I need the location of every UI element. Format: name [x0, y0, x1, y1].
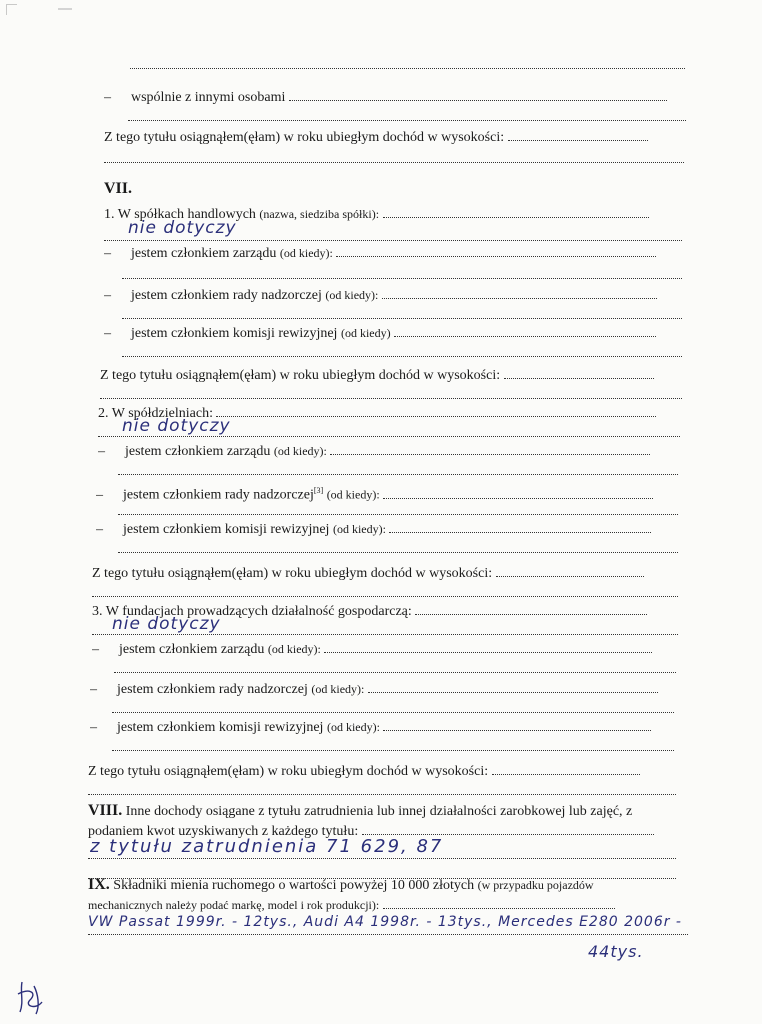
zarzad-line-3: – jestem członkiem zarządu (od kiedy):	[92, 640, 680, 659]
dotted-line	[122, 356, 682, 357]
section-viii-line2: podaniem kwot uzyskiwanych z każdego tytułu:	[88, 822, 680, 841]
dotted-line	[128, 120, 686, 121]
income-line-1: Z tego tytułu osiągnąłem(ęłam) w roku ubiegłym dochód w wysokości:	[100, 366, 684, 385]
dotted-line	[92, 596, 678, 597]
zarzad-line-2: – jestem członkiem zarządu (od kiedy):	[98, 442, 682, 461]
handwritten-nie-dotyczy-2: nie dotyczy	[122, 416, 231, 436]
dotted-line	[88, 794, 676, 795]
scan-mark	[58, 8, 72, 10]
income-line-2: Z tego tytułu osiągnąłem(ęłam) w roku ubiegłym dochód w wysokości:	[92, 564, 682, 583]
scan-mark	[6, 4, 17, 15]
income-line-3: Z tego tytułu osiągnąłem(ęłam) w roku ubiegłym dochód w wysokości:	[88, 762, 680, 781]
dotted-line	[104, 240, 682, 241]
dotted-line	[118, 514, 678, 515]
komisja-line-3: – jestem członkiem komisji rewizyjnej (od kiedy):	[90, 718, 680, 737]
dotted-line	[122, 278, 682, 279]
q2-line: 2. W spółdzielniach:	[98, 404, 682, 423]
income-line-top: Z tego tytułu osiągnąłem(ęłam) w roku ubiegłym dochód w wysokości:	[104, 128, 686, 147]
komisja-line-2: – jestem członkiem komisji rewizyjnej (od kiedy):	[96, 520, 682, 539]
initials-signature	[14, 976, 48, 1016]
dotted-line	[104, 162, 684, 163]
handwritten-vehicles: VW Passat 1999r. - 12tys., Audi A4 1998r. - 13tys., Mercedes E280 2006r -	[88, 914, 682, 930]
wspolnie-line: – wspólnie z innymi osobami	[104, 88, 686, 107]
rada-line-2: – jestem członkiem rady nadzorczej[3] (od kiedy):	[96, 482, 682, 505]
dotted-line	[100, 398, 682, 399]
rada-line-1: – jestem członkiem rady nadzorczej (od kiedy):	[104, 286, 684, 305]
dotted-line	[88, 858, 676, 859]
dotted-line	[118, 552, 678, 553]
rada-line-3: – jestem członkiem rady nadzorczej (od kiedy):	[90, 680, 680, 699]
q1-line: 1. W spółkach handlowych (nazwa, siedziba spółki):	[104, 205, 684, 224]
dotted-line	[118, 474, 678, 475]
handwritten-nie-dotyczy-1: nie dotyczy	[128, 218, 237, 238]
komisja-line-1: – jestem członkiem komisji rewizyjnej (od kiedy)	[104, 324, 684, 343]
wspolnie-label: wspólnie z innymi osobami	[131, 90, 286, 105]
dotted-line	[112, 712, 674, 713]
handwritten-income: z tytułu zatrudnienia 71 629, 87	[90, 836, 444, 857]
dotted-line	[114, 672, 676, 673]
handwritten-vehicles-cont: 44tys.	[588, 942, 644, 961]
zarzad-line-1: – jestem członkiem zarządu (od kiedy):	[104, 244, 684, 263]
dotted-line	[122, 318, 682, 319]
section-vii-heading: VII.	[104, 180, 133, 197]
section-ix-line2: mechanicznych należy podać markę, model i rok produkcji):	[88, 896, 680, 915]
dotted-line	[92, 634, 678, 635]
handwritten-nie-dotyczy-3: nie dotyczy	[112, 614, 221, 634]
section-viii-line1: VIII. Inne dochody osiągane z tytułu zatrudnienia lub innej działalności zarobkowej lub zajęć, z	[88, 802, 633, 819]
dotted-line	[130, 68, 685, 69]
q3-line: 3. W fundacjach prowadzących działalność gospodarczą:	[92, 602, 680, 621]
dotted-line	[112, 750, 674, 751]
section-ix-line1: IX. Składniki mienia ruchomego o wartości powyżej 10 000 złotych (w przypadku pojazdów	[88, 876, 594, 893]
dotted-line	[98, 436, 680, 437]
dotted-line	[88, 934, 688, 935]
